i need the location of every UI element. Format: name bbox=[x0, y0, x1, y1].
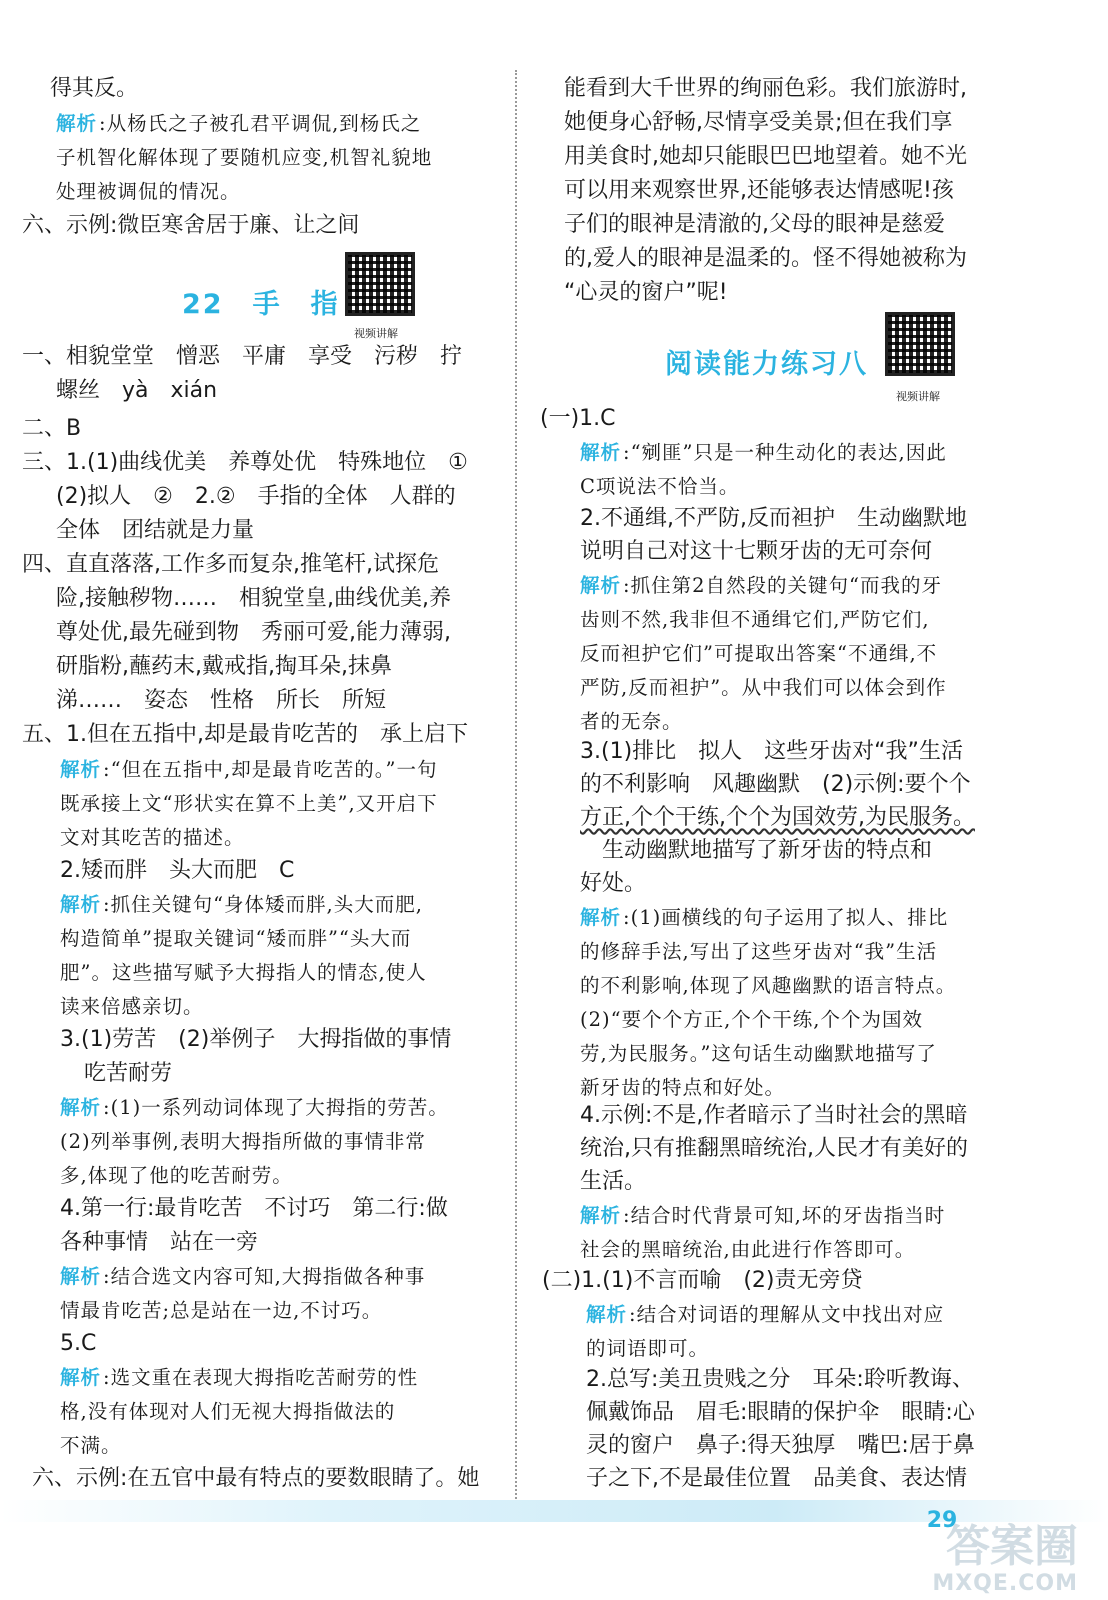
text-line bbox=[580, 737, 963, 767]
text-line bbox=[580, 937, 937, 967]
line-text: 读来倍感亲切。 bbox=[60, 995, 204, 1018]
text-line bbox=[580, 1073, 785, 1103]
line-text: :结合对词语的理解从文中找出对应 bbox=[629, 1303, 945, 1326]
text-line bbox=[60, 1025, 451, 1055]
line-text: 她便身心舒畅,尽情享受美景;但在我们享 bbox=[564, 110, 953, 135]
text-line bbox=[580, 1101, 967, 1131]
line-text: 严防,反而袒护”。从中我们可以体会到作 bbox=[580, 676, 947, 699]
text-line bbox=[542, 1266, 862, 1296]
text-line bbox=[580, 472, 739, 502]
line-text: 螺丝 yà xián bbox=[56, 378, 218, 403]
line-text: 得其反。 bbox=[50, 76, 139, 101]
text-line bbox=[22, 414, 81, 444]
line-text: :结合时代背景可知,坏的牙齿指当时 bbox=[623, 1204, 946, 1227]
text-line bbox=[60, 992, 204, 1022]
line-text: 2.矮而胖 头大而肥 C bbox=[60, 858, 295, 883]
text-line bbox=[60, 1296, 382, 1326]
line-text: 2.总写:美丑贵贱之分 耳朵:聆听教诲、 bbox=[586, 1367, 974, 1392]
line-text: 的不利影响 风趣幽默 (2)示例:要个个 bbox=[580, 772, 971, 797]
qr-caption: 视频讲解 bbox=[354, 327, 398, 340]
qr-code-icon[interactable] bbox=[885, 312, 955, 376]
text-line bbox=[586, 1398, 975, 1428]
text-line bbox=[580, 971, 956, 1001]
text-line bbox=[580, 707, 683, 737]
analysis-tag: 解析 bbox=[60, 758, 102, 781]
text-line bbox=[580, 1235, 915, 1265]
text-line bbox=[60, 1431, 122, 1461]
text-line bbox=[22, 550, 439, 580]
text-line bbox=[56, 652, 392, 682]
line-text: 肥”。这些描写赋予大拇指人的情态,使人 bbox=[60, 961, 427, 984]
text-line bbox=[580, 504, 967, 534]
line-text: 各种事情 站在一旁 bbox=[60, 1230, 259, 1255]
text-line bbox=[580, 1167, 646, 1197]
text-line bbox=[60, 1127, 426, 1157]
text-line bbox=[586, 1431, 975, 1461]
text-line bbox=[60, 1397, 395, 1427]
watermark-url: MXQE.COM bbox=[932, 1571, 1078, 1596]
line-text: 能看到大千世界的绚丽色彩。我们旅游时, bbox=[564, 76, 967, 101]
line-text: 3.(1)排比 拟人 这些牙齿对“我”生活 bbox=[580, 739, 963, 764]
line-text: 好处。 bbox=[580, 871, 647, 896]
line-text: 尊处优,最先碰到物 秀丽可爱,能力薄弱, bbox=[56, 620, 451, 645]
line-text: 险,接触秽物…… 相貌堂皇,曲线优美,养 bbox=[56, 586, 451, 611]
text-line bbox=[60, 789, 438, 819]
analysis-tag: 解析 bbox=[586, 1303, 628, 1326]
text-line bbox=[56, 618, 451, 648]
line-text: 四、直直落落,工作多而复杂,推笔杆,试探危 bbox=[22, 552, 439, 577]
lesson-title: 22 手 指 bbox=[182, 289, 340, 320]
line-text: 5.C bbox=[60, 1331, 97, 1356]
line-text: 反而袒护它们”可提取出答案“不通缉,不 bbox=[580, 642, 938, 665]
text-line bbox=[586, 1365, 974, 1395]
text-line bbox=[56, 516, 254, 546]
line-text: 社会的黑暗统治,由此进行作答即可。 bbox=[580, 1238, 916, 1261]
line-text: 的不利影响,体现了风趣幽默的语言特点。 bbox=[580, 974, 957, 997]
text-line bbox=[580, 903, 948, 933]
line-text: 格,没有体现对人们无视大拇指做法的 bbox=[60, 1400, 396, 1423]
line-text: 的,爱人的眼神是温柔的。怪不得她被称为 bbox=[564, 246, 967, 271]
line-text: 全体 团结就是力量 bbox=[56, 518, 255, 543]
text-line bbox=[580, 537, 932, 567]
column-divider bbox=[515, 70, 517, 1510]
line-text: “心灵的窗户”呢! bbox=[564, 280, 728, 305]
text-line bbox=[60, 1329, 96, 1359]
text-line bbox=[22, 720, 468, 750]
line-text: (2)“要个个方正,个个干练,个个为国效 bbox=[580, 1008, 923, 1031]
text-line bbox=[56, 376, 217, 406]
text-line bbox=[60, 1194, 448, 1224]
line-text: 佩戴饰品 眉毛:眼睛的保护伞 眼睛:心 bbox=[586, 1400, 975, 1425]
line-text: :结合选文内容可知,大拇指做各种事 bbox=[103, 1265, 426, 1288]
line-text: 4.第一行:最肯吃苦 不讨巧 第二行:做 bbox=[60, 1196, 448, 1221]
text-line bbox=[60, 755, 437, 785]
text-line bbox=[56, 482, 456, 512]
line-text: 吃苦耐劳 bbox=[84, 1061, 173, 1086]
text-line bbox=[564, 210, 945, 240]
text-line bbox=[22, 342, 462, 372]
text-line bbox=[602, 836, 932, 866]
line-text: 生活。 bbox=[580, 1169, 647, 1194]
text-line bbox=[580, 770, 971, 800]
text-line bbox=[564, 74, 967, 104]
line-text: 涕…… 姿态 性格 所长 所短 bbox=[56, 688, 387, 713]
line-text: 五、1.但在五指中,却是最肯吃苦的 承上启下 bbox=[22, 722, 468, 747]
line-text: 情最肯吃苦;总是站在一边,不讨巧。 bbox=[60, 1299, 383, 1322]
analysis-tag: 解析 bbox=[580, 1204, 622, 1227]
analysis-tag: 解析 bbox=[60, 1265, 102, 1288]
line-text: 子们的眼神是清澈的,父母的眼神是慈爱 bbox=[564, 212, 945, 237]
analysis-tag: 解析 bbox=[580, 906, 622, 929]
line-text: 者的无奈。 bbox=[580, 710, 683, 733]
line-text: 子机智化解体现了要随机应变,机智礼貌地 bbox=[56, 146, 433, 169]
text-line bbox=[564, 244, 967, 274]
analysis-tag: 解析 bbox=[56, 112, 98, 135]
text-line bbox=[60, 856, 294, 886]
qr-code-icon[interactable] bbox=[345, 252, 415, 316]
line-text: 三、1.(1)曲线优美 养尊处优 特殊地位 ① bbox=[22, 450, 468, 475]
reading-practice-title: 阅读能力练习八 bbox=[665, 349, 868, 380]
text-line bbox=[84, 1059, 172, 1089]
text-line bbox=[580, 673, 947, 703]
line-text: 的词语即可。 bbox=[586, 1337, 710, 1360]
line-text: 文对其吃苦的描述。 bbox=[60, 826, 245, 849]
text-line bbox=[56, 686, 386, 716]
line-text: (二)1.(1)不言而喻 (2)责无旁贷 bbox=[542, 1268, 863, 1293]
line-text: :“但在五指中,却是最肯吃苦的。”一句 bbox=[103, 758, 438, 781]
text-line bbox=[564, 278, 728, 308]
line-text: 六、示例:在五官中最有特点的要数眼睛了。她 bbox=[32, 1466, 480, 1491]
text-line bbox=[60, 1262, 425, 1292]
line-text: 统治,只有推翻黑暗统治,人民才有美好的 bbox=[580, 1136, 968, 1161]
line-text: 研脂粉,蘸药末,戴戒指,掏耳朵,抹鼻 bbox=[56, 654, 392, 679]
line-text: (一)1.C bbox=[540, 406, 616, 431]
page-number: 29 bbox=[926, 1508, 958, 1533]
text-line bbox=[60, 823, 245, 853]
line-text: :(1)画横线的句子运用了拟人、排比 bbox=[623, 906, 949, 929]
line-text: 一、相貌堂堂 憎恶 平庸 享受 污秽 拧 bbox=[22, 344, 463, 369]
text-line bbox=[580, 869, 646, 899]
text-line bbox=[564, 176, 954, 206]
line-text: 多,体现了他的吃苦耐劳。 bbox=[60, 1164, 293, 1187]
line-text: 子之下,不是最佳位置 品美食、表达情 bbox=[586, 1466, 967, 1491]
analysis-tag: 解析 bbox=[60, 1366, 102, 1389]
text-line bbox=[56, 143, 432, 173]
line-text: :(1)一系列动词体现了大拇指的劳苦。 bbox=[103, 1096, 449, 1119]
line-text: 2.不通缉,不严防,反而袒护 生动幽默地 bbox=[580, 506, 967, 531]
line-text: 新牙齿的特点和好处。 bbox=[580, 1076, 786, 1099]
text-line bbox=[60, 1228, 258, 1258]
text-line bbox=[60, 924, 411, 954]
line-text: (2)列举事例,表明大拇指所做的事情非常 bbox=[60, 1130, 426, 1153]
line-text: 4.示例:不是,作者暗示了当时社会的黑暗 bbox=[580, 1103, 968, 1128]
text-line bbox=[580, 571, 942, 601]
line-text: 说明自己对这十七颗牙齿的无可奈何 bbox=[580, 539, 933, 564]
line-text: (2)拟人 ② 2.② 手指的全体 人群的 bbox=[56, 484, 456, 509]
text-line bbox=[580, 1039, 937, 1069]
text-line bbox=[60, 1161, 293, 1191]
line-text: 六、示例:微臣寒舍居于廉、让之间 bbox=[22, 213, 360, 238]
text-line bbox=[56, 177, 241, 207]
text-line bbox=[56, 109, 421, 139]
line-text: 构造简单”提取关键词“矮而胖”“头大而 bbox=[60, 927, 412, 950]
analysis-tag: 解析 bbox=[580, 574, 622, 597]
analysis-tag: 解析 bbox=[60, 1096, 102, 1119]
line-text: :抓住第2自然段的关键句“而我的牙 bbox=[623, 574, 942, 597]
text-line bbox=[22, 211, 359, 241]
watermark-logo: 答案圈 bbox=[946, 1521, 1078, 1572]
text-line bbox=[586, 1334, 709, 1364]
text-line bbox=[580, 1134, 968, 1164]
line-text: 3.(1)劳苦 (2)举例子 大拇指做的事情 bbox=[60, 1027, 452, 1052]
analysis-tag: 解析 bbox=[580, 441, 622, 464]
line-text: 可以用来观察世界,还能够表达情感呢!孩 bbox=[564, 178, 954, 203]
analysis-tag: 解析 bbox=[60, 893, 102, 916]
text-line bbox=[580, 1201, 945, 1231]
line-text: 既承接上文“形状实在算不上美”,又开启下 bbox=[60, 792, 438, 815]
qr-caption: 视频讲解 bbox=[896, 390, 940, 403]
text-line bbox=[60, 1363, 418, 1393]
line-text: 二、B bbox=[22, 416, 82, 441]
line-text: :从杨氏之子被孔君平调侃,到杨氏之 bbox=[99, 112, 422, 135]
text-line bbox=[580, 438, 947, 468]
line-text: 齿则不然,我非但不通缉它们,严防它们, bbox=[580, 608, 930, 631]
line-text: 灵的窗户 鼻子:得天独厚 嘴巴:居于鼻 bbox=[586, 1433, 975, 1458]
text-line bbox=[56, 584, 451, 614]
text-line bbox=[580, 1005, 923, 1035]
text-line bbox=[564, 142, 967, 172]
text-line bbox=[22, 448, 468, 478]
text-line bbox=[580, 639, 937, 669]
text-line bbox=[60, 958, 427, 988]
line-text: 方正,个个干练,个个为国效劳,为民服务。 bbox=[580, 805, 975, 830]
line-text: 不满。 bbox=[60, 1434, 122, 1457]
text-line bbox=[564, 108, 952, 138]
line-text: C项说法不恰当。 bbox=[580, 475, 740, 498]
line-text: 生动幽默地描写了新牙齿的特点和 bbox=[602, 838, 933, 863]
line-text: :抓住关键句“身体矮而胖,头大而肥, bbox=[103, 893, 423, 916]
line-text: 劳,为民服务。”这句话生动幽默地描写了 bbox=[580, 1042, 937, 1065]
text-line bbox=[580, 803, 975, 833]
line-text: 用美食时,她却只能眼巴巴地望着。她不光 bbox=[564, 144, 967, 169]
text-line bbox=[586, 1300, 944, 1330]
text-line bbox=[586, 1464, 967, 1494]
line-text: :“剜匪”只是一种生动化的表达,因此 bbox=[623, 441, 947, 464]
text-line bbox=[540, 404, 616, 434]
text-line bbox=[580, 605, 930, 635]
text-line bbox=[60, 890, 423, 920]
text-line bbox=[50, 74, 138, 104]
text-line bbox=[60, 1093, 449, 1123]
text-line bbox=[32, 1464, 479, 1494]
line-text: :选文重在表现大拇指吃苦耐劳的性 bbox=[103, 1366, 419, 1389]
line-text: 的修辞手法,写出了这些牙齿对“我”生活 bbox=[580, 940, 938, 963]
line-text: 处理被调侃的情况。 bbox=[56, 180, 241, 203]
